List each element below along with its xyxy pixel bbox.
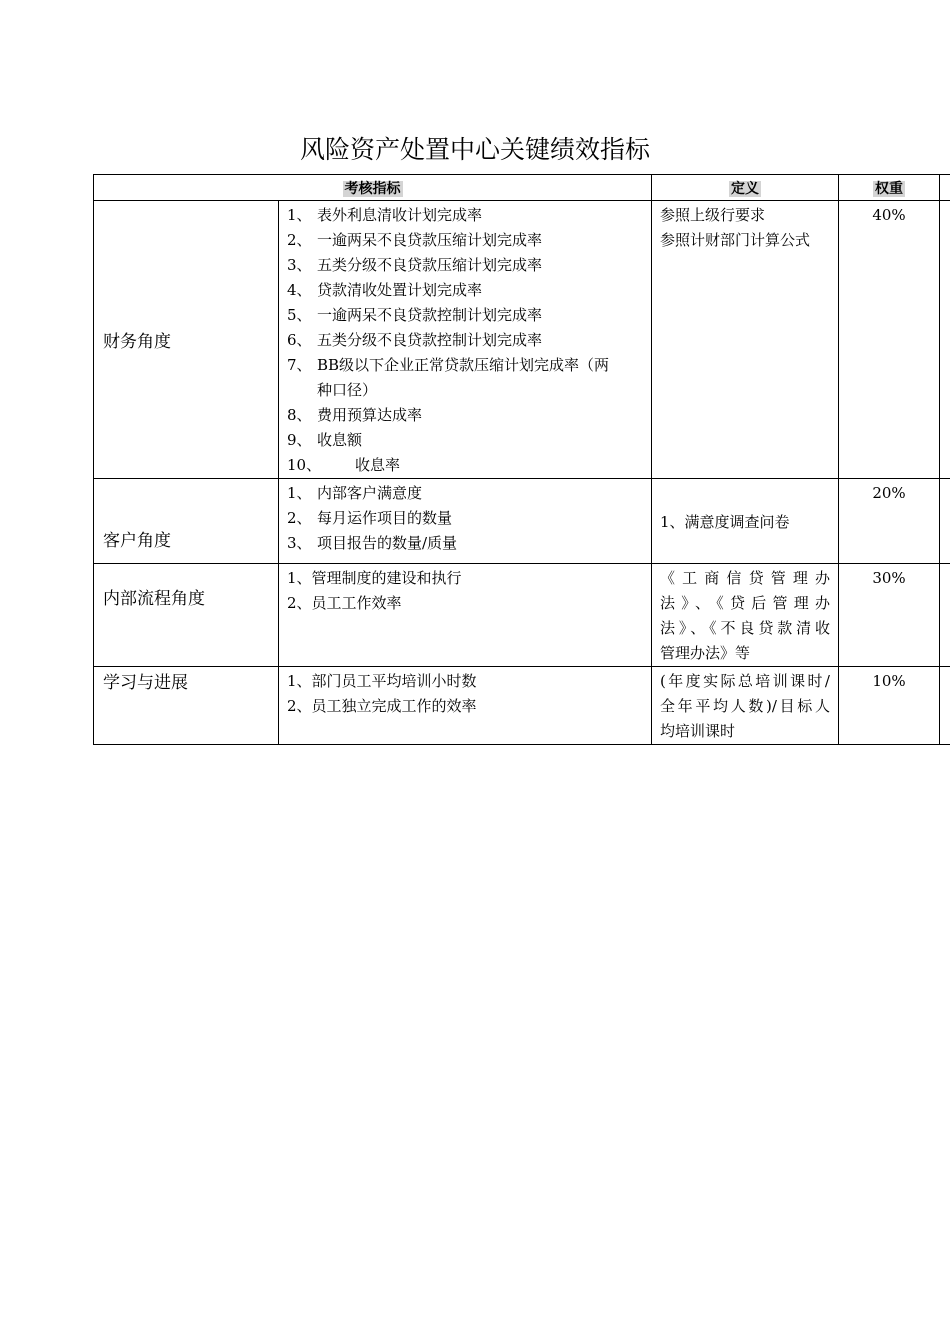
weight-cell: 10%: [839, 667, 940, 745]
list-item: 1、 内部客户满意度: [287, 484, 423, 502]
list-item-continuation: 种口径）: [317, 381, 378, 399]
extra-column-cell: [940, 201, 950, 479]
weight-cell: 40%: [839, 201, 940, 479]
indicator-list: [279, 667, 652, 745]
table-row: [94, 201, 950, 479]
definition-cell: 参照上级行要求 参照计财部门计算公式: [652, 201, 839, 479]
header-definition: 定义: [652, 175, 839, 201]
list-item: 2、 每月运作项目的数量: [287, 509, 453, 527]
table-header-row: [94, 175, 950, 201]
list-item: 4、 贷款清收处置计划完成率: [287, 281, 483, 299]
list-item: 1、管理制度的建设和执行: [287, 569, 462, 587]
page-title: 风险资产处置中心关键绩效指标: [299, 135, 650, 164]
indicator-list: [279, 201, 652, 479]
category-cell: 财务角度: [94, 201, 279, 479]
category-cell: 内部流程角度: [94, 564, 279, 667]
list-item: 1、 表外利息清收计划完成率: [287, 206, 483, 224]
header-indicator: 考核指标: [94, 175, 652, 201]
list-item: 2、员工工作效率: [287, 594, 402, 612]
definition-cell: 《工商信贷管理办 法》、《贷后管理办 法》、《不良贷款清收 管理办法》等: [652, 564, 839, 667]
list-item: 5、 一逾两呆不良贷款控制计划完成率: [287, 306, 543, 324]
extra-column-cell: [940, 667, 950, 745]
extra-column-cell: [940, 479, 950, 564]
list-item: 1、部门员工平均培训小时数: [287, 672, 477, 690]
list-item: 7、 BB级以下企业正常贷款压缩计划完成率（两: [287, 356, 610, 374]
list-item: 8、 费用预算达成率: [287, 406, 423, 424]
list-item: 2、 一逾两呆不良贷款压缩计划完成率: [287, 231, 543, 249]
list-item: 6、 五类分级不良贷款控制计划完成率: [287, 331, 543, 349]
header-weight: 权重: [839, 175, 940, 201]
table-row: [94, 667, 950, 745]
list-item: 3、 项目报告的数量/质量: [287, 534, 458, 552]
table-row: [94, 564, 950, 667]
indicator-list: [279, 564, 652, 667]
weight-cell: 30%: [839, 564, 940, 667]
weight-cell: 20%: [839, 479, 940, 564]
list-item: 3、 五类分级不良贷款压缩计划完成率: [287, 256, 543, 274]
definition-cell: (年度实际总培训课时/ 全年平均人数)/目标人 均培训课时: [652, 667, 839, 745]
extra-column-cell: [940, 175, 950, 201]
kpi-table: [93, 174, 950, 745]
list-item: 2、员工独立完成工作的效率: [287, 697, 477, 715]
definition-cell: 1、满意度调查问卷: [652, 479, 839, 564]
list-item: 10、 收息率: [287, 456, 401, 474]
category-cell: 客户角度: [94, 479, 279, 564]
category-cell: 学习与进展: [94, 667, 279, 745]
extra-column-cell: [940, 564, 950, 667]
list-item: 9、 收息额: [287, 431, 363, 449]
table-row: [94, 479, 950, 564]
indicator-list: [279, 479, 652, 564]
